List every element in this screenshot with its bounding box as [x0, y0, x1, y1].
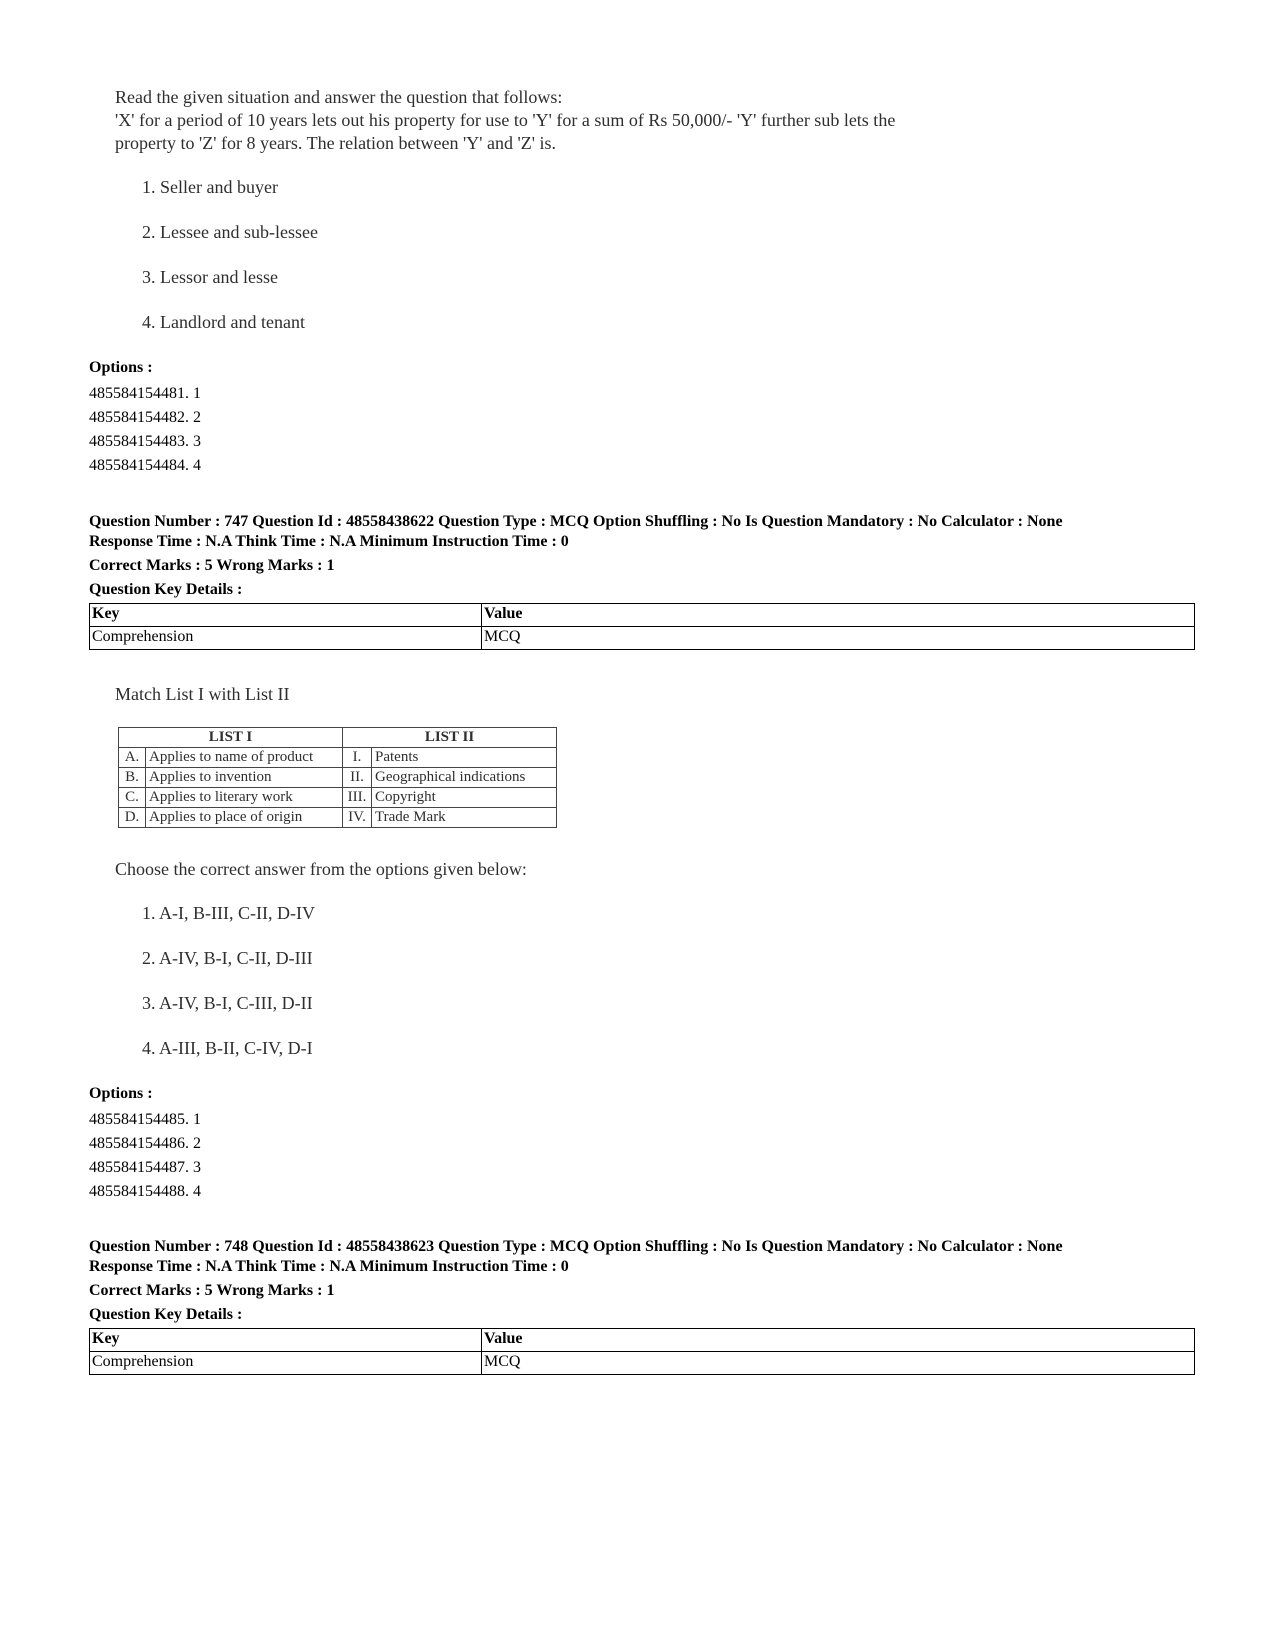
list-i-item: Applies to literary work [146, 788, 343, 808]
options-label: Options : [89, 359, 153, 376]
list-i-item: Applies to place of origin [146, 808, 343, 828]
answer-choice: 4. Landlord and tenant [142, 312, 305, 332]
question-intro: Read the given situation and answer the question that follows: [115, 87, 563, 107]
question-meta: Question Number : 748 Question Id : 48558438623 Question Type : MCQ Option Shuffling : No Is Question Mandatory : No Calculator : None [89, 1238, 1063, 1255]
option-item: 485584154485. 1 [89, 1111, 201, 1128]
answer-choice: 2. Lessee and sub-lessee [142, 222, 318, 242]
question-prompt: Match List I with List II [115, 684, 290, 704]
marks-line: Correct Marks : 5 Wrong Marks : 1 [89, 1282, 335, 1299]
answer-choice: 2. A-IV, B-I, C-II, D-III [142, 948, 313, 968]
list-roman: I. [343, 748, 372, 768]
option-item: 485584154487. 3 [89, 1159, 201, 1176]
options-label: Options : [89, 1085, 153, 1102]
match-table-row [119, 748, 557, 768]
answer-choice: 3. A-IV, B-I, C-III, D-II [142, 993, 313, 1013]
question-text-line: 'X' for a period of 10 years lets out his property for use to 'Y' for a sum of Rs 50,000/- 'Y' further sub lets the [115, 110, 896, 130]
table-cell: MCQ [482, 627, 1195, 650]
key-value-table [89, 603, 1195, 650]
table-row [90, 627, 1195, 650]
list-letter: D. [119, 808, 146, 828]
question-meta: Response Time : N.A Think Time : N.A Minimum Instruction Time : 0 [89, 533, 569, 550]
match-table-header [119, 728, 557, 748]
option-item: 485584154484. 4 [89, 457, 201, 474]
marks-line: Correct Marks : 5 Wrong Marks : 1 [89, 557, 335, 574]
question-meta: Response Time : N.A Think Time : N.A Minimum Instruction Time : 0 [89, 1258, 569, 1275]
list-ii-item: Geographical indications [372, 768, 557, 788]
table-cell: Comprehension [90, 1352, 482, 1375]
list-letter: C. [119, 788, 146, 808]
list-ii-item: Patents [372, 748, 557, 768]
key-details-label: Question Key Details : [89, 1306, 243, 1323]
match-list-table [118, 727, 557, 828]
table-header-row [90, 1329, 1195, 1352]
key-value-table [89, 1328, 1195, 1375]
option-item: 485584154483. 3 [89, 433, 201, 450]
match-table-row [119, 808, 557, 828]
answer-choice: 4. A-III, B-II, C-IV, D-I [142, 1038, 313, 1058]
table-cell: Comprehension [90, 627, 482, 650]
list-ii-header: LIST II [343, 728, 557, 748]
table-header-cell: Value [482, 1329, 1195, 1352]
question-meta: Question Number : 747 Question Id : 48558438622 Question Type : MCQ Option Shuffling : No Is Question Mandatory : No Calculator : None [89, 513, 1063, 530]
question-text-line: property to 'Z' for 8 years. The relation between 'Y' and 'Z' is. [115, 133, 556, 153]
list-letter: A. [119, 748, 146, 768]
answer-choice: 1. A-I, B-III, C-II, D-IV [142, 903, 315, 923]
option-item: 485584154481. 1 [89, 385, 201, 402]
list-roman: III. [343, 788, 372, 808]
option-item: 485584154486. 2 [89, 1135, 201, 1152]
table-header-cell: Key [90, 1329, 482, 1352]
question-instruction: Choose the correct answer from the options given below: [115, 859, 527, 879]
table-header-cell: Key [90, 604, 482, 627]
list-ii-item: Copyright [372, 788, 557, 808]
list-roman: IV. [343, 808, 372, 828]
option-item: 485584154488. 4 [89, 1183, 201, 1200]
option-item: 485584154482. 2 [89, 409, 201, 426]
list-ii-item: Trade Mark [372, 808, 557, 828]
table-header-cell: Value [482, 604, 1195, 627]
answer-choice: 3. Lessor and lesse [142, 267, 278, 287]
match-table-row [119, 788, 557, 808]
list-i-item: Applies to name of product [146, 748, 343, 768]
table-row [90, 1352, 1195, 1375]
list-letter: B. [119, 768, 146, 788]
list-i-header: LIST I [119, 728, 343, 748]
table-header-row [90, 604, 1195, 627]
list-roman: II. [343, 768, 372, 788]
table-cell: MCQ [482, 1352, 1195, 1375]
match-table-row [119, 768, 557, 788]
answer-choice: 1. Seller and buyer [142, 177, 278, 197]
key-details-label: Question Key Details : [89, 581, 243, 598]
list-i-item: Applies to invention [146, 768, 343, 788]
